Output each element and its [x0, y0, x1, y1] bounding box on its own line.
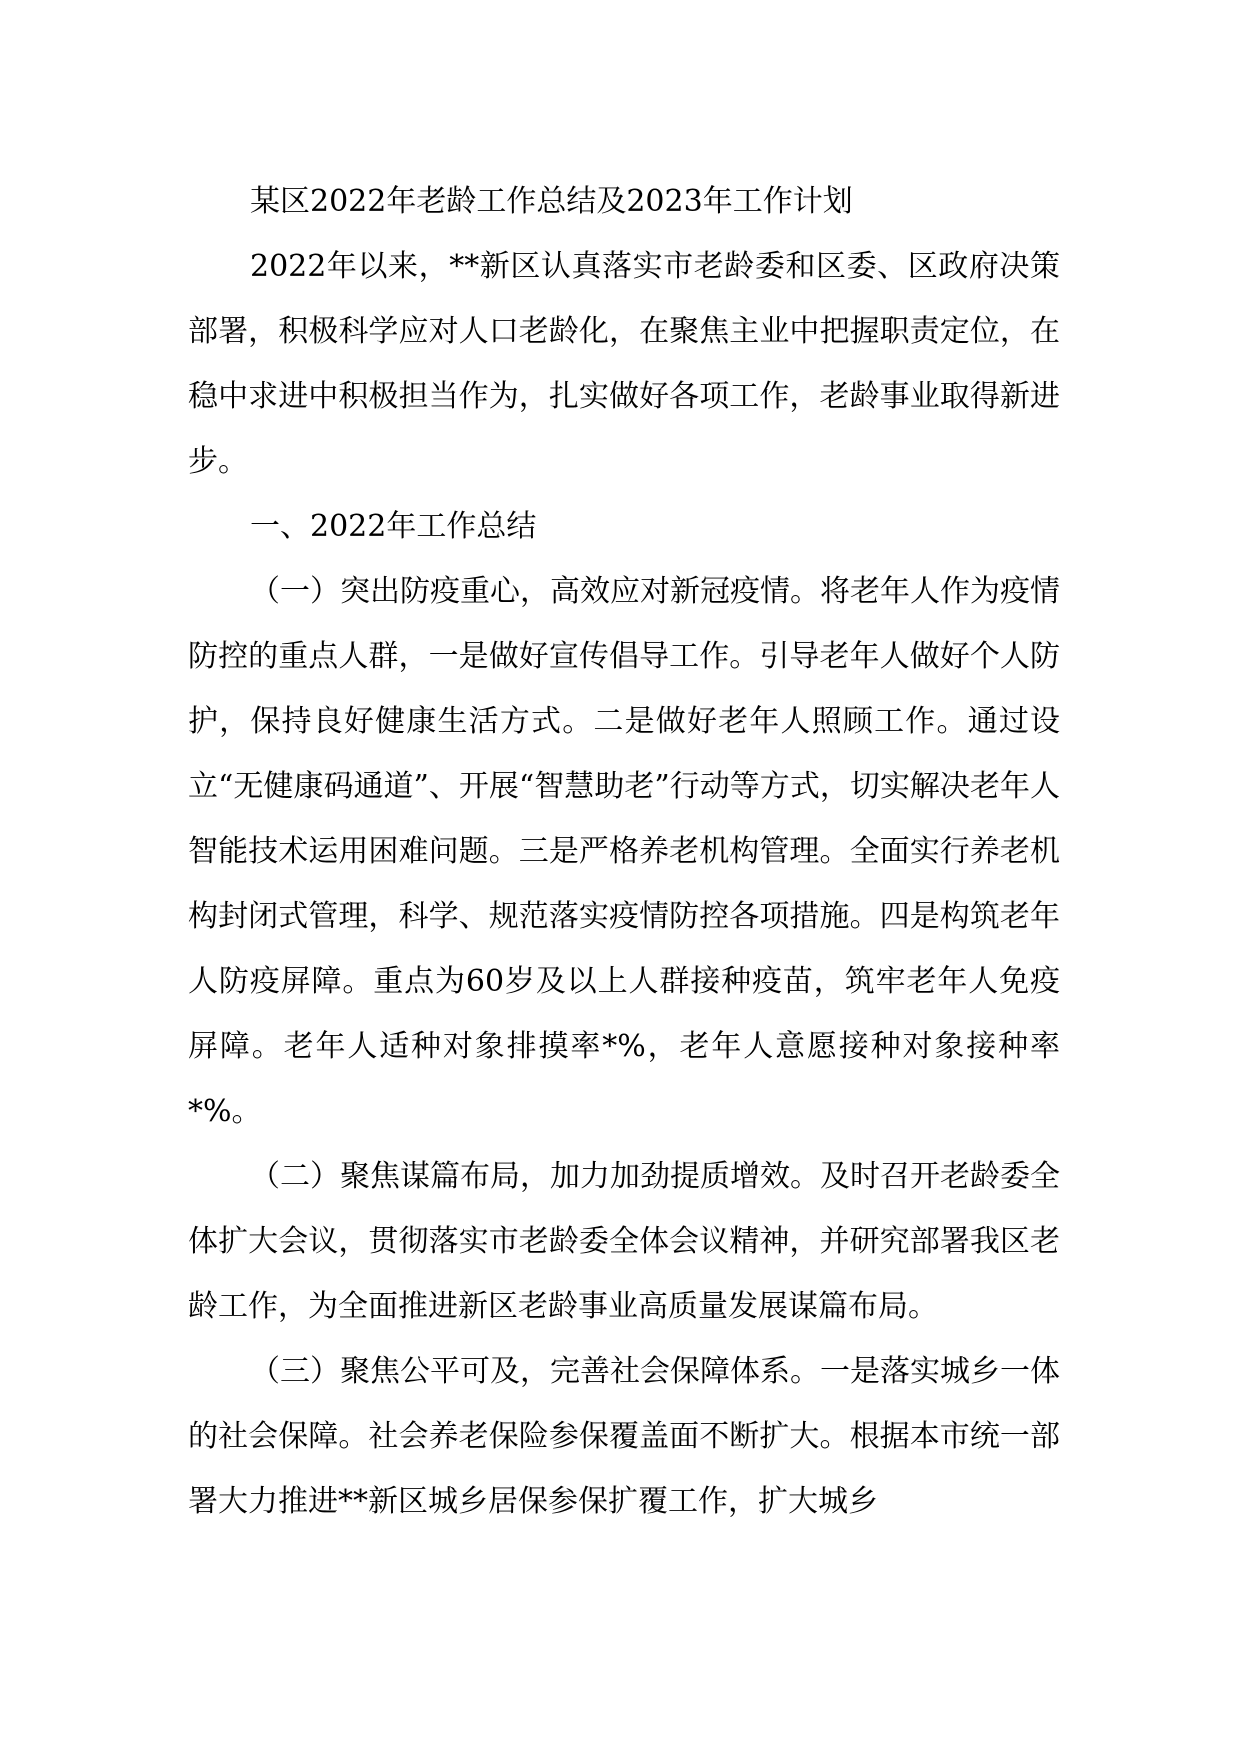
- document-title: 某区2022年老龄工作总结及2023年工作计划: [250, 184, 853, 219]
- paragraph-planning: （二）聚焦谋篇布局，加力加劲提质增效。及时召开老龄委全体扩大会议，贯彻落实市老龄委全体会议精神，并研究部署我区老龄工作，为全面推进新区老龄事业高质量发展谋篇布局。: [188, 1159, 1060, 1324]
- section-heading: 一、2022年工作总结: [250, 509, 537, 544]
- document-body: [188, 170, 1060, 1534]
- paragraph-social-security: （三）聚焦公平可及，完善社会保障体系。一是落实城乡一体的社会保障。社会养老保险参保覆盖面不断扩大。根据本市统一部署大力推进**新区城乡居保参保扩覆工作，扩大城乡: [188, 1354, 1060, 1519]
- paragraph-epidemic: （一）突出防疫重心，高效应对新冠疫情。将老年人作为疫情防控的重点人群，一是做好宣传倡导工作。引导老年人做好个人防护，保持良好健康生活方式。二是做好老年人照顾工作。通过设立“无健康码通道”、开展“智慧助老”行动等方式，切实解决老年人智能技术运用困难问题。三是严格养老机构管理。全面实行养老机构封闭式管理，科学、规范落实疫情防控各项措施。四是构筑老年人防疫屏障。重点为60岁及以上人群接种疫苗，筑牢老年人免疫屏障。老年人适种对象排摸率*%，老年人意愿接种对象接种率*%。: [188, 574, 1060, 1129]
- intro-paragraph: 2022年以来，**新区认真落实市老龄委和区委、区政府决策部署，积极科学应对人口老龄化，在聚焦主业中把握职责定位，在稳中求进中积极担当作为，扎实做好各项工作，老龄事业取得新进步。: [188, 249, 1060, 479]
